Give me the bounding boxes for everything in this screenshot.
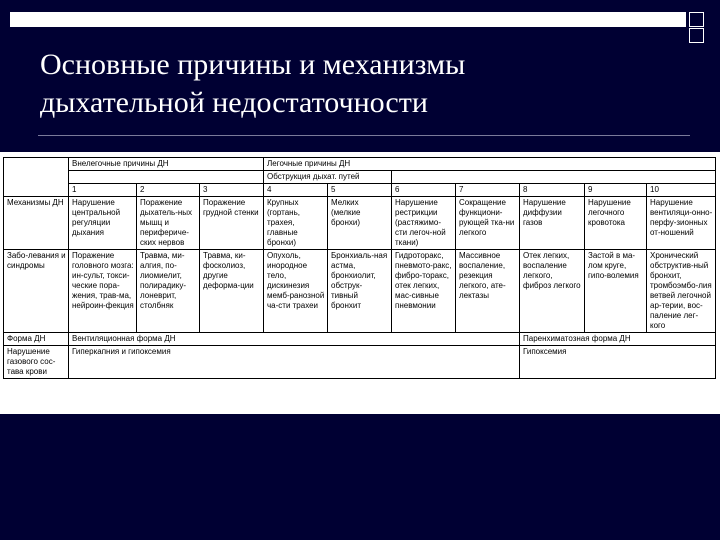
- slide-title-line1: Основные причины и механизмы: [40, 48, 466, 81]
- header-extrapulmonary: Внелегочные причины ДН: [69, 158, 264, 171]
- row-label-diseases: Забо-левания и синдромы: [4, 250, 69, 333]
- table-cell: Гидроторакс, пневмото-ракс, фибро-торакс, отек легких, мас-сивные пневмонии: [392, 250, 456, 333]
- title-divider: [38, 135, 690, 136]
- column-number: 10: [647, 184, 716, 197]
- table-cell-empty: [4, 158, 69, 197]
- table-row: [4, 346, 716, 379]
- table-cell: Застой в ма-лом круге, гипо-волемия: [585, 250, 647, 333]
- table-cell: Травма, ки-фосколиоз, другие деформа-ции: [200, 250, 264, 333]
- table-row: [4, 184, 716, 197]
- slide-title: [40, 46, 680, 122]
- table-cell-empty: [69, 171, 264, 184]
- column-number: 3: [200, 184, 264, 197]
- table-row: [4, 333, 716, 346]
- column-number: 4: [264, 184, 328, 197]
- table-cell: Поражение дыхатель-ных мышц и перифериче-ских нервов: [137, 197, 200, 250]
- table-cell: Нарушение рестрикции (растяжимо-сти легоч-ной ткани): [392, 197, 456, 250]
- causes-table: [3, 157, 716, 379]
- table-cell: Опухоль, инородное тело, дискинезия мемб-ранозной ча-сти трахеи: [264, 250, 328, 333]
- table-cell: Массивное воспаление, резекция легкого, ате-лектазы: [456, 250, 520, 333]
- table-cell: Поражение грудной стенки: [200, 197, 264, 250]
- form-parenchymal: Паренхиматозная форма ДН: [520, 333, 716, 346]
- form-ventilation: Вентиляционная форма ДН: [69, 333, 520, 346]
- header-obstruction: Обструкция дыхат. путей: [264, 171, 392, 184]
- decor-square-icon: [689, 28, 704, 43]
- row-label-form: Форма ДН: [4, 333, 69, 346]
- table-row: [4, 197, 716, 250]
- table-cell: Сокращение функциони-рующей тка-ни легкого: [456, 197, 520, 250]
- table-row: [4, 171, 716, 184]
- table-panel: [0, 152, 720, 414]
- header-pulmonary: Легочные причины ДН: [264, 158, 716, 171]
- column-number: 9: [585, 184, 647, 197]
- table-cell: Нарушение вентиляци-онно-перфу-зионных от-ношений: [647, 197, 716, 250]
- table-cell: Мелких (мелкие бронхи): [328, 197, 392, 250]
- top-decor-bar: [10, 12, 686, 27]
- column-number: 8: [520, 184, 585, 197]
- column-number: 1: [69, 184, 137, 197]
- decor-square-icon: [689, 12, 704, 27]
- table-cell: Нарушение диффузии газов: [520, 197, 585, 250]
- row-label-gas: Нарушение газового сос-тава крови: [4, 346, 69, 379]
- table-cell: Отек легких, воспаление легкого, фиброз легкого: [520, 250, 585, 333]
- column-number: 2: [137, 184, 200, 197]
- column-number: 7: [456, 184, 520, 197]
- column-number: 5: [328, 184, 392, 197]
- table-cell: Нарушение легочного кровотока: [585, 197, 647, 250]
- table-cell: Травма, ми-алгия, по-лиомиелит, полирадику-лоневрит, столбняк: [137, 250, 200, 333]
- column-number: 6: [392, 184, 456, 197]
- table-row: [4, 158, 716, 171]
- row-label-mechanisms: Механизмы ДН: [4, 197, 69, 250]
- table-cell-empty: [392, 171, 716, 184]
- table-cell: Нарушение центральной регуляции дыхания: [69, 197, 137, 250]
- gas-ventilation: Гиперкапния и гипоксемия: [69, 346, 520, 379]
- table-cell: Поражение головного мозга: ин-сульт, токси-ческие пора-жения, трав-ма, нейроин-фекция: [69, 250, 137, 333]
- table-cell: Крупных (гортань, трахея, главные бронхи): [264, 197, 328, 250]
- table-row: [4, 250, 716, 333]
- table-cell: Хронический обструктив-ный бронхит, тромбоэмбо-лия ветвей легочной ар-терии, вос-паление лег-кого: [647, 250, 716, 333]
- gas-parenchymal: Гипоксемия: [520, 346, 716, 379]
- table-cell: Бронхиаль-ная астма, бронхиолит, обструк-тивный бронхит: [328, 250, 392, 333]
- slide-title-line2: дыхательной недостаточности: [40, 86, 428, 119]
